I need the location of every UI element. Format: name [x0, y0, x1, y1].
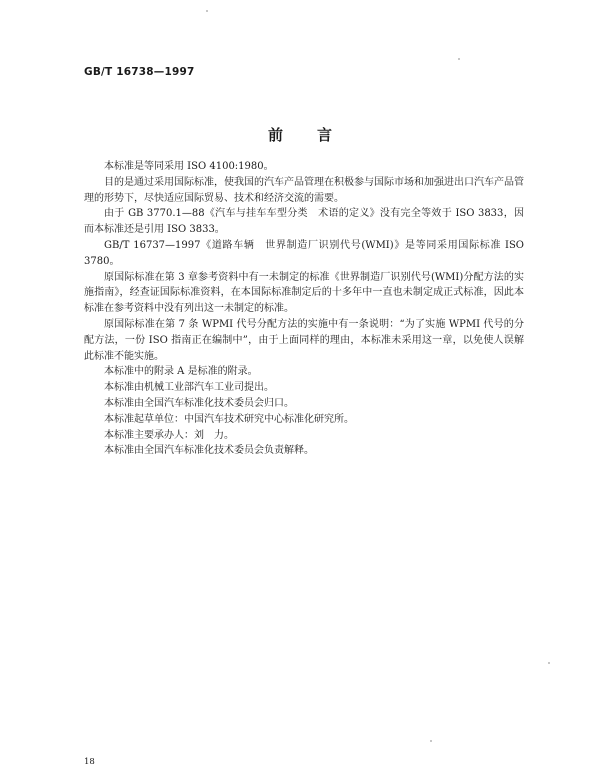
paragraph: 目的是通过采用国际标准，使我国的汽车产品管理在积极参与国际市场和加强进出口汽车产品管理的形势下，尽快适应国际贸易、技术和经济交流的需要。 — [84, 176, 524, 204]
paragraph: 本标准起草单位：中国汽车技术研究中心标准化研究所。 — [104, 413, 354, 425]
paragraph: 本标准是等同采用 ISO 4100:1980。 — [104, 161, 274, 172]
paragraph: GB/T 16737—1997《道路车辆 世界制造厂识别代号(WMI)》是等同采用国际标准 ISO 3780。 — [84, 239, 524, 267]
paragraph: 本标准主要承办人：刘 力。 — [104, 429, 234, 441]
scan-speck — [548, 662, 550, 664]
paragraph: 本标准由机械工业部汽车工业司提出。 — [104, 382, 274, 394]
paragraph: 原国际标准在第 3 章参考资料中有一未制定的标准《世界制造厂识别代号(WMI)分配方法的实施指南》，经查证国际标准资料，在本国际标准制定后的十多年中一直也未制定成正式标准，因此本标准在参考资料中没有列出这一未制定的标准。 — [84, 271, 524, 315]
paragraph: 本标准中的附录 A 是标准的附录。 — [104, 366, 258, 378]
page-title: 前言 — [267, 126, 366, 144]
paragraph: 由于 GB 3770.1—88《汽车与挂车车型分类 术语的定义》没有完全等效于 ISO 3833，因而本标准还是引用 ISO 3833。 — [84, 208, 524, 236]
scan-speck — [206, 10, 208, 12]
paragraph: 原国际标准在第 7 条 WPMI 代号分配方法的实施中有一条说明：“为了实施 WPMI 代号的分配方法，一份 ISO 指南正在编制中”，由于上面同样的理由，本标准未采用这一章，以免使人误解此标准不能实施。 — [84, 318, 524, 362]
page-number: 18 — [84, 757, 95, 767]
standard-number: GB/T 16738—1997 — [84, 66, 195, 78]
foreword-body — [84, 159, 524, 459]
paragraph: 本标准由全国汽车标准化技术委员会归口。 — [104, 397, 294, 409]
paragraph: 本标准由全国汽车标准化技术委员会负责解释。 — [104, 445, 314, 457]
scan-speck — [430, 740, 432, 742]
scan-speck — [458, 58, 460, 60]
